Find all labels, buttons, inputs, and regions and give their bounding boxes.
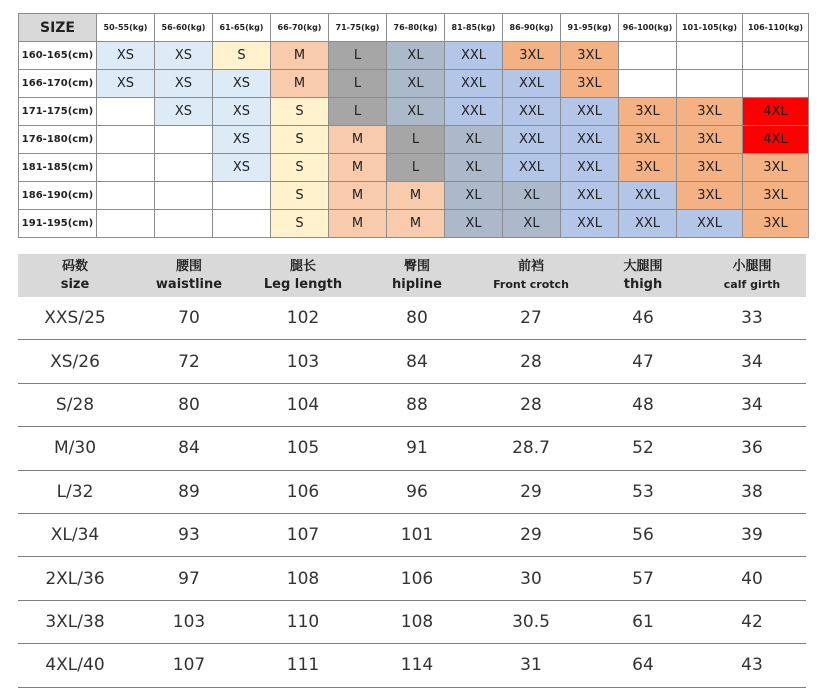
size-cell: XL (503, 210, 561, 238)
weight-header: 61-65(kg) (213, 14, 271, 42)
size-cell: S (271, 98, 329, 126)
table-cell: 114 (400, 655, 434, 676)
table-cell: 61 (632, 611, 654, 632)
table-row (18, 297, 806, 340)
size-cell: M (271, 42, 329, 70)
table-cell: 36 (741, 438, 763, 459)
column-header-en: calf girth (723, 277, 781, 291)
size-cell: XXL (619, 210, 677, 238)
size-chart-header-row (19, 14, 809, 42)
weight-header: 101-105(kg) (677, 14, 743, 42)
column-header (698, 254, 806, 297)
table-row (18, 514, 806, 557)
height-label: 171-175(cm) (19, 98, 97, 126)
size-cell: M (329, 154, 387, 182)
weight-header: 81-85(kg) (445, 14, 503, 42)
size-cell (213, 210, 271, 238)
table-row (18, 384, 806, 427)
table-cell: 43 (741, 655, 763, 676)
size-cell: XXL (445, 70, 503, 98)
table-cell: 4XL/40 (45, 655, 105, 676)
table-cell: 33 (741, 308, 763, 329)
table-cell: 38 (741, 481, 763, 502)
size-chart-table (18, 13, 809, 238)
size-cell: S (271, 126, 329, 154)
measurement-table (18, 254, 806, 688)
table-cell: 30 (520, 568, 542, 589)
size-cell: XXL (445, 42, 503, 70)
table-cell: XS/26 (50, 351, 100, 372)
size-cell: 3XL (619, 154, 677, 182)
size-chart-row (19, 126, 809, 154)
size-cell: XS (97, 70, 155, 98)
size-cell: M (329, 182, 387, 210)
table-cell: 89 (178, 481, 200, 502)
table-cell: 93 (178, 525, 200, 546)
size-cell (743, 70, 809, 98)
size-cell (619, 42, 677, 70)
size-cell (155, 182, 213, 210)
size-cell: XL (503, 182, 561, 210)
column-header-en: hipline (391, 276, 442, 292)
size-cell (155, 154, 213, 182)
height-label: 176-180(cm) (19, 126, 97, 154)
table-cell: 108 (400, 611, 434, 632)
column-header-en: size (60, 276, 90, 292)
size-cell: 4XL (743, 98, 809, 126)
weight-header: 86-90(kg) (503, 14, 561, 42)
height-label: 166-170(cm) (19, 70, 97, 98)
size-chart-row (19, 98, 809, 126)
size-cell: XL (387, 70, 445, 98)
column-header-cn: 腰围 (175, 258, 202, 274)
size-cell: 3XL (743, 210, 809, 238)
table-cell: 47 (632, 351, 654, 372)
size-chart-row (19, 182, 809, 210)
table-cell: 2XL/36 (45, 568, 105, 589)
weight-header: 96-100(kg) (619, 14, 677, 42)
size-cell (97, 154, 155, 182)
size-chart-row (19, 210, 809, 238)
table-cell: 97 (178, 568, 200, 589)
column-header (474, 254, 588, 297)
size-cell: XL (445, 210, 503, 238)
table-cell: 46 (632, 308, 654, 329)
size-cell: XS (155, 42, 213, 70)
table-cell: S/28 (55, 394, 95, 415)
column-header-cn: 腿长 (289, 258, 316, 274)
table-row (18, 601, 806, 644)
size-cell: 3XL (743, 182, 809, 210)
size-cell: 3XL (677, 182, 743, 210)
table-cell: 104 (286, 394, 320, 415)
size-cell: S (271, 154, 329, 182)
size-cell: 3XL (743, 154, 809, 182)
size-cell: L (387, 126, 445, 154)
table-cell: XL/34 (50, 525, 100, 546)
size-cell: XS (97, 42, 155, 70)
table-cell: 57 (632, 568, 654, 589)
size-cell: L (387, 154, 445, 182)
weight-header: 71-75(kg) (329, 14, 387, 42)
table-cell: 84 (406, 351, 428, 372)
table-cell: 48 (632, 394, 654, 415)
weight-header: 50-55(kg) (97, 14, 155, 42)
size-cell: L (329, 70, 387, 98)
table-cell: 106 (286, 481, 320, 502)
size-cell: XXL (503, 126, 561, 154)
column-header-cn: 臀围 (403, 258, 430, 274)
size-cell: XXL (503, 154, 561, 182)
column-header-cn: 前裆 (517, 258, 544, 274)
size-cell: XS (213, 70, 271, 98)
size-cell: M (329, 210, 387, 238)
table-cell: 40 (741, 568, 763, 589)
size-cell: M (329, 126, 387, 154)
table-cell: 29 (520, 481, 542, 502)
size-cell: 3XL (561, 70, 619, 98)
height-label: 186-190(cm) (19, 182, 97, 210)
column-header-cn: 大腿围 (623, 258, 663, 274)
size-cell: L (329, 42, 387, 70)
table-cell: 103 (172, 611, 206, 632)
size-cell: 4XL (743, 126, 809, 154)
table-cell: 64 (632, 655, 654, 676)
table-cell: 107 (286, 525, 320, 546)
table-cell: 108 (286, 568, 320, 589)
column-header (132, 254, 246, 297)
size-cell: XXL (619, 182, 677, 210)
table-cell: 27 (520, 308, 542, 329)
size-cell (155, 126, 213, 154)
size-cell (97, 126, 155, 154)
size-cell (743, 42, 809, 70)
size-cell: 3XL (561, 42, 619, 70)
table-row (18, 471, 806, 514)
column-header-en: waistline (155, 276, 223, 292)
size-cell: 3XL (677, 98, 743, 126)
column-header (246, 254, 360, 297)
size-cell (97, 98, 155, 126)
size-cell: XXL (561, 126, 619, 154)
table-cell: XXS/25 (44, 308, 106, 329)
size-cell: XS (213, 154, 271, 182)
table-cell: L/32 (56, 481, 94, 502)
size-cell (213, 182, 271, 210)
table-cell: 101 (400, 525, 434, 546)
size-cell: XS (155, 98, 213, 126)
column-header-en: Leg length (263, 276, 343, 292)
table-cell: 3XL/38 (45, 611, 105, 632)
size-cell (97, 210, 155, 238)
table-cell: 88 (406, 394, 428, 415)
size-chart-corner-label: SIZE (19, 14, 97, 42)
size-cell: XL (387, 98, 445, 126)
size-cell: 3XL (677, 126, 743, 154)
table-cell: 84 (178, 438, 200, 459)
size-cell: XXL (445, 98, 503, 126)
size-cell: 3XL (677, 154, 743, 182)
column-header-cn: 码数 (61, 258, 88, 274)
size-cell: 3XL (619, 98, 677, 126)
column-header (18, 254, 132, 297)
size-cell: M (387, 210, 445, 238)
table-cell: 103 (286, 351, 320, 372)
column-header (360, 254, 474, 297)
measurement-body (18, 297, 806, 688)
size-cell (97, 182, 155, 210)
size-cell: M (387, 182, 445, 210)
table-cell: 34 (741, 351, 763, 372)
table-cell: 72 (178, 351, 200, 372)
size-cell (619, 70, 677, 98)
column-header-cn: 小腿围 (732, 258, 772, 274)
table-cell: 52 (632, 438, 654, 459)
size-cell (677, 70, 743, 98)
table-cell: M/30 (53, 438, 97, 459)
size-cell: XL (445, 182, 503, 210)
table-cell: 28 (520, 351, 542, 372)
column-header-en: Front crotch (493, 277, 569, 291)
size-cell: XL (387, 42, 445, 70)
table-cell: 80 (178, 394, 200, 415)
table-cell: 110 (286, 611, 320, 632)
size-cell: 3XL (619, 126, 677, 154)
size-cell: XL (445, 126, 503, 154)
table-row (18, 427, 806, 470)
table-cell: 107 (172, 655, 206, 676)
weight-header: 76-80(kg) (387, 14, 445, 42)
size-cell: 3XL (503, 42, 561, 70)
size-cell: XXL (561, 182, 619, 210)
table-row (18, 340, 806, 383)
size-cell: XS (155, 70, 213, 98)
height-label: 160-165(cm) (19, 42, 97, 70)
column-header-en: thigh (623, 276, 663, 292)
height-label: 191-195(cm) (19, 210, 97, 238)
table-cell: 42 (741, 611, 763, 632)
size-cell: XXL (503, 70, 561, 98)
size-cell: XXL (561, 210, 619, 238)
size-cell: M (271, 70, 329, 98)
table-row (18, 557, 806, 600)
table-cell: 56 (632, 525, 654, 546)
table-cell: 96 (406, 481, 428, 502)
table-cell: 39 (741, 525, 763, 546)
size-cell: XL (445, 154, 503, 182)
weight-header: 56-60(kg) (155, 14, 213, 42)
table-cell: 91 (406, 438, 428, 459)
size-cell (155, 210, 213, 238)
size-cell: XXL (677, 210, 743, 238)
weight-header: 106-110(kg) (743, 14, 809, 42)
size-cell: S (271, 210, 329, 238)
measurement-header-row (18, 254, 806, 297)
table-row (18, 644, 806, 687)
table-cell: 53 (632, 481, 654, 502)
size-cell: L (329, 98, 387, 126)
table-cell: 28 (520, 394, 542, 415)
table-cell: 30.5 (512, 611, 550, 632)
size-cell: XS (213, 126, 271, 154)
table-cell: 106 (400, 568, 434, 589)
size-cell: XS (213, 98, 271, 126)
size-cell: XXL (561, 154, 619, 182)
size-cell (677, 42, 743, 70)
table-cell: 111 (286, 655, 320, 676)
weight-header: 66-70(kg) (271, 14, 329, 42)
height-label: 181-185(cm) (19, 154, 97, 182)
column-header (588, 254, 698, 297)
table-cell: 31 (520, 655, 542, 676)
table-cell: 70 (178, 308, 200, 329)
weight-header: 91-95(kg) (561, 14, 619, 42)
table-cell: 29 (520, 525, 542, 546)
table-cell: 105 (286, 438, 320, 459)
table-cell: 102 (286, 308, 320, 329)
table-cell: 80 (406, 308, 428, 329)
size-cell: S (271, 182, 329, 210)
size-cell: XXL (561, 98, 619, 126)
table-cell: 34 (741, 394, 763, 415)
size-chart-row (19, 42, 809, 70)
size-chart-row (19, 154, 809, 182)
size-cell: S (213, 42, 271, 70)
table-cell: 28.7 (512, 438, 550, 459)
size-chart-row (19, 70, 809, 98)
size-cell: XXL (503, 98, 561, 126)
